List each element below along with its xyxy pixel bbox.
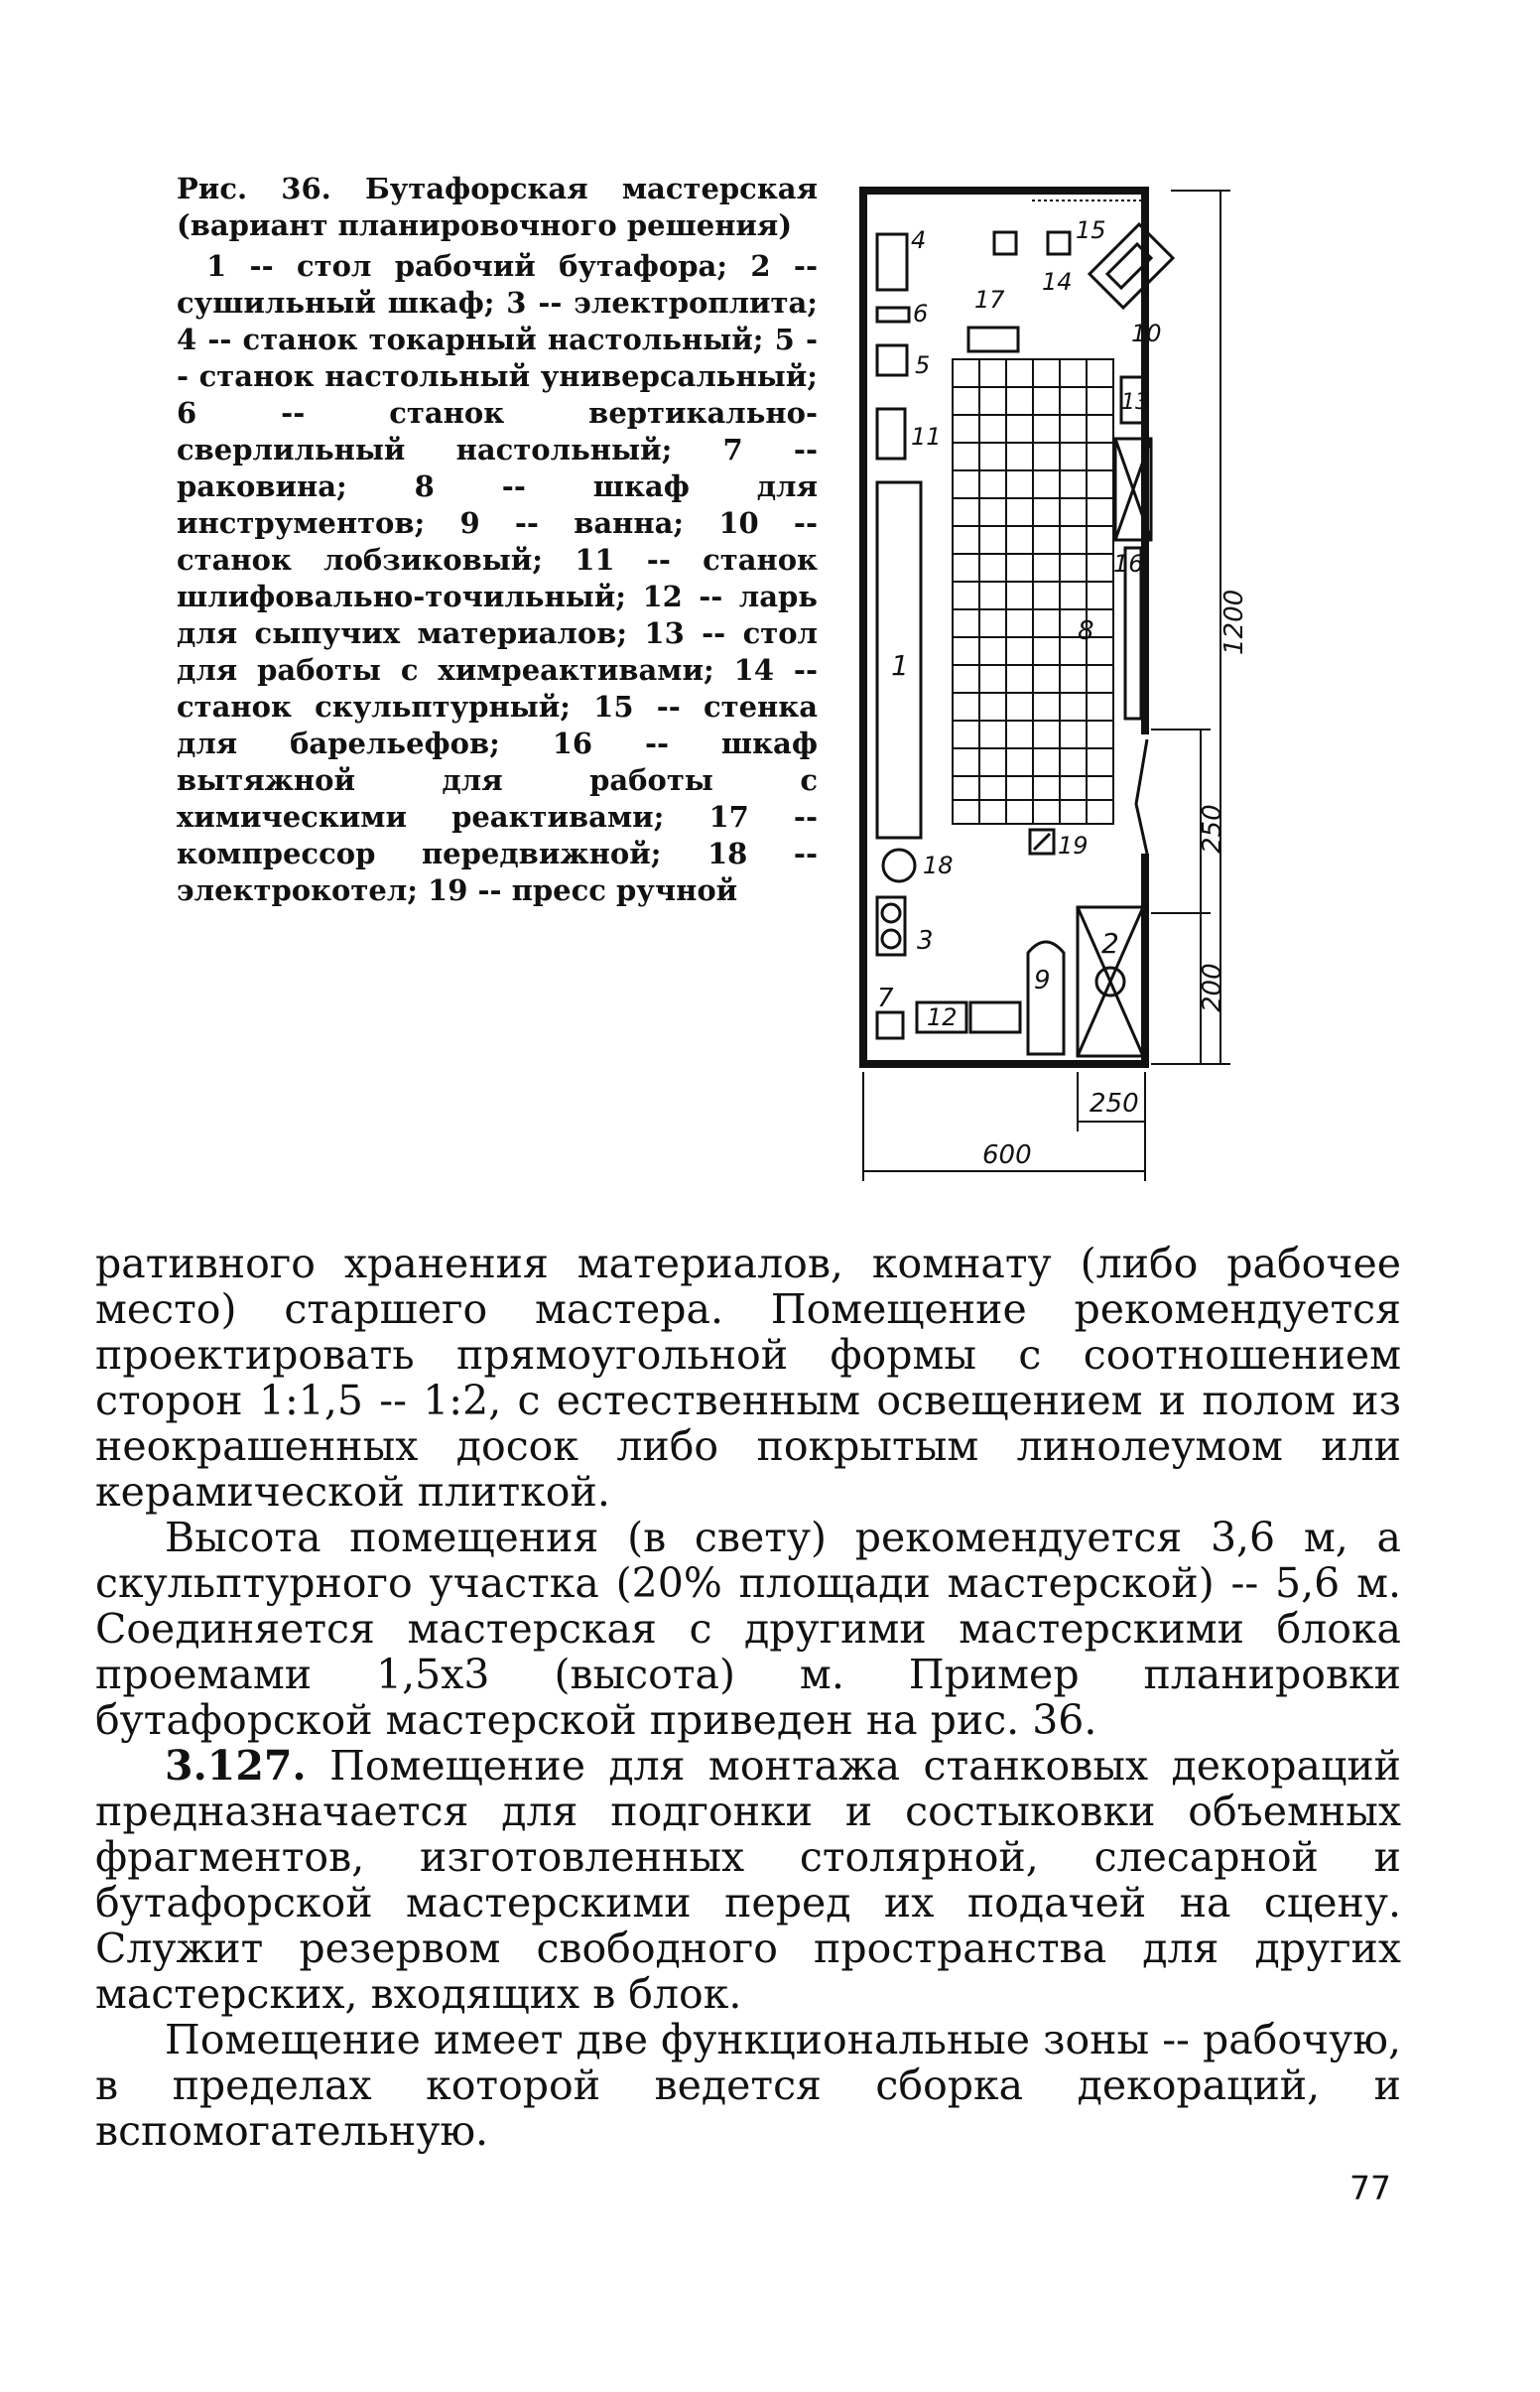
label-8: 8 [1078, 616, 1094, 646]
label-11: 11 [911, 423, 942, 451]
caption-legend: 1 -- стол рабочий бутафора; 2 -- сушильный шкаф; 3 -- электроплита; 4 -- станок токарный настольный; 5 -- станок настольный универсальный; 6 -- станок вертикально-сверлильный настольный; 7 -- раковина; 8 -- шкаф для инструментов; 9 -- ванна; 10 -- станок лобзиковый; 11 -- станок шлифовально-точильный; 12 -- ларь для сыпучих материалов; 13 -- стол для работы с химреактивами; 14 -- станок скульптурный; 15 -- стенка для барельефов; 16 -- шкаф вытяжной для работы с химическими реактивами; 17 -- компрессор передвижной; 18 -- электрокотел; 19 -- пресс ручной [177, 249, 818, 907]
caption-title: Рис. 36. Бутафорская мастерская (вариант планировочного решения) [177, 172, 818, 242]
dim-250-horizontal: 250 [1090, 1089, 1139, 1119]
lathe-4 [877, 234, 907, 290]
sink-7 [877, 1012, 903, 1038]
floor-plan [834, 179, 1469, 1201]
stove-3-burner-2 [882, 930, 900, 948]
label-12: 12 [927, 1003, 958, 1031]
compressor-17 [968, 328, 1018, 351]
label-16: 16 [1113, 550, 1144, 578]
dim-1200: 1200 [1219, 589, 1249, 655]
label-6: 6 [913, 300, 929, 328]
box-14a [994, 232, 1016, 254]
dim-200: 200 [1198, 963, 1227, 1012]
paragraph-2: Высота помещения (в свету) рекомендуется 3,6 м, а скульптурного участка (20% площади мастерской) -- 5,6 м. Соединяется мастерская с другими мастерскими блока проемами 1,5x3 (высота) м. Пример планировки бутафорской мастерской приведен на рис. 36. [95, 1514, 1401, 1744]
grinder-11 [877, 409, 905, 459]
label-17: 17 [974, 286, 1005, 314]
body-text [95, 1241, 1401, 2154]
dim-600: 600 [982, 1140, 1032, 1170]
label-13: 13 [1121, 390, 1149, 415]
label-18: 18 [923, 852, 954, 879]
label-7: 7 [877, 984, 894, 1013]
label-4: 4 [911, 226, 927, 254]
label-19: 19 [1058, 832, 1089, 860]
bath-9 [1028, 942, 1064, 1054]
stove-3 [877, 897, 905, 955]
label-3: 3 [917, 926, 934, 956]
paragraph-1: ративного хранения материалов, комнату (либо рабочее место) старшего мастера. Помещение рекомендуется проектировать прямоугольной формы с соотношением сторон 1:1,5 -- 1:2, с естественным освещением и полом из неокрашенных досок либо покрытым линолеумом или керамической плиткой. [95, 1240, 1401, 1516]
section-number: 3.127. [165, 1742, 307, 1790]
bin-12b [970, 1002, 1020, 1032]
floor-grid [953, 359, 1113, 824]
stove-3-burner-1 [882, 904, 900, 922]
floor-plan-svg [834, 179, 1469, 1201]
universal-5 [877, 345, 907, 375]
paragraph-3 [95, 1743, 1401, 2017]
drill-6 [877, 308, 909, 322]
box-14b [1048, 232, 1070, 254]
label-5: 5 [915, 351, 931, 379]
hood-16-x1 [1115, 439, 1133, 540]
label-2: 2 [1101, 927, 1119, 960]
paragraph-4: Помещение имеет две функциональные зоны -- рабочую, в пределах которой ведется сборка декораций, и вспомогательную. [95, 2016, 1401, 2155]
dim-250-vertical: 250 [1198, 804, 1227, 854]
page-number: 77 [1349, 2169, 1391, 2207]
boiler-18 [883, 850, 915, 881]
label-10: 10 [1131, 320, 1162, 347]
label-15: 15 [1076, 216, 1106, 244]
label-1: 1 [891, 649, 909, 682]
press-19-diag [1034, 834, 1050, 850]
paragraph-3-text: Помещение для монтажа станковых декораций предназначается для подгонки и состыковки объемных фрагментов, изготовленных столярной, слесарной и бутафорской мастерскими перед их подачей на сцену. Служит резервом свободного пространства для других мастерских, входящих в блок. [95, 1742, 1401, 2018]
label-9: 9 [1034, 966, 1051, 996]
label-14: 14 [1042, 268, 1073, 296]
figure-caption [177, 171, 818, 909]
